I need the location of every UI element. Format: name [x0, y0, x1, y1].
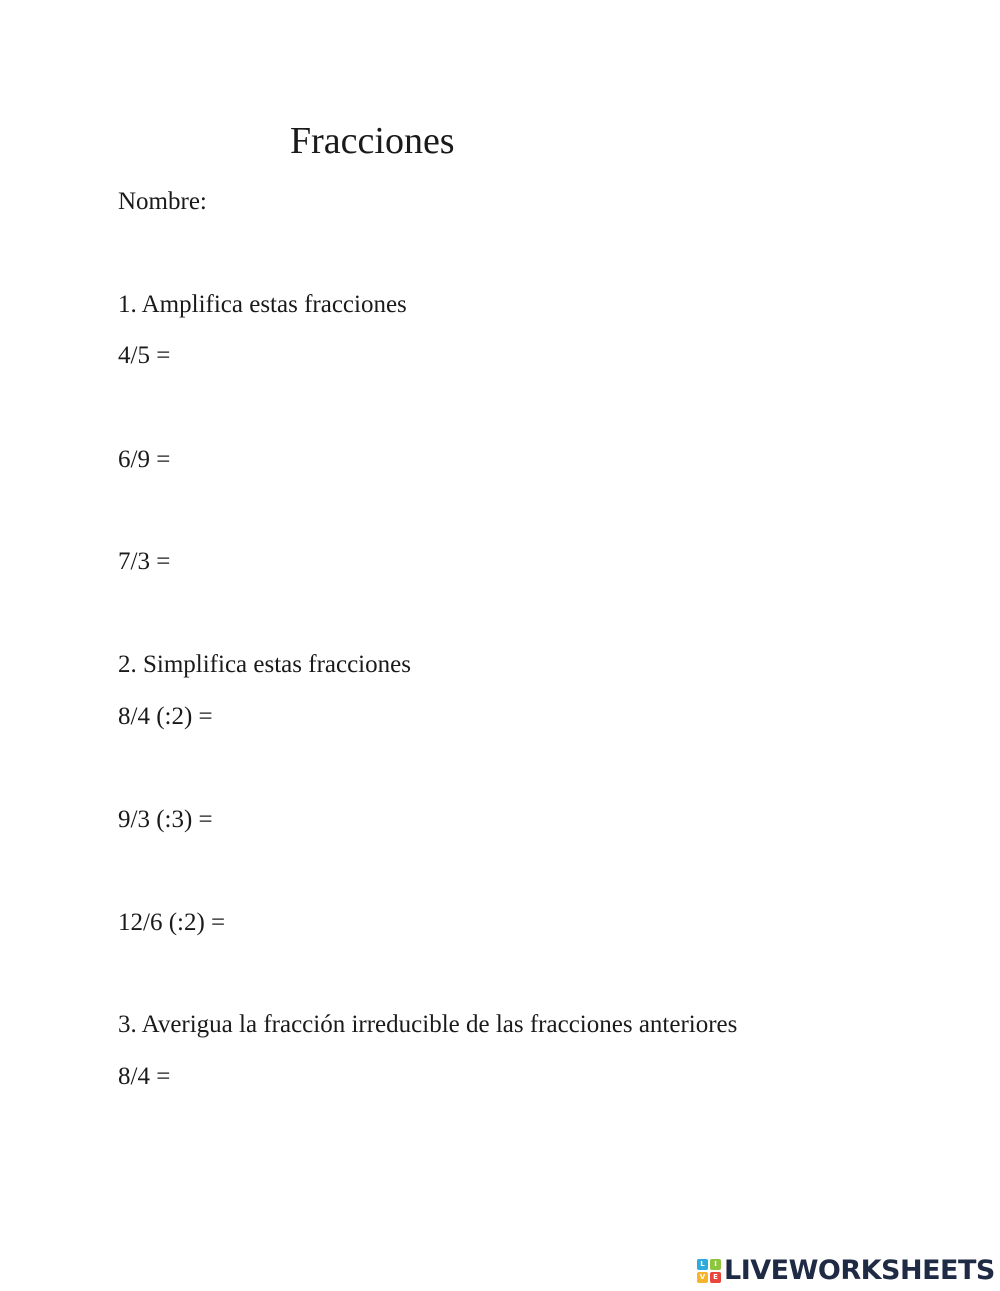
- logo-block-i: I: [710, 1259, 721, 1270]
- section-heading-2: 2. Simplifica estas fracciones: [118, 651, 411, 678]
- logo-block-e: E: [710, 1272, 721, 1283]
- logo-block-v: V: [697, 1272, 708, 1283]
- name-label: Nombre:: [118, 188, 207, 215]
- logo-text: LIVEWORKSHEETS: [724, 1255, 995, 1286]
- exercise-item-3-1: 8/4 =: [118, 1063, 171, 1090]
- exercise-item-1-2: 6/9 =: [118, 446, 171, 473]
- logo-block-l: L: [697, 1259, 708, 1270]
- section-heading-1: 1. Amplifica estas fracciones: [118, 291, 407, 318]
- logo-blocks-icon: [697, 1259, 721, 1283]
- exercise-item-2-2: 9/3 (:3) =: [118, 806, 213, 833]
- page-title: Fracciones: [290, 120, 455, 162]
- exercise-item-2-3: 12/6 (:2) =: [118, 909, 226, 936]
- liveworksheets-logo[interactable]: [697, 1256, 995, 1286]
- exercise-item-2-1: 8/4 (:2) =: [118, 703, 213, 730]
- exercise-item-1-3: 7/3 =: [118, 548, 171, 575]
- section-heading-3: 3. Averigua la fracción irreducible de las fracciones anteriores: [118, 1011, 738, 1038]
- exercise-item-1-1: 4/5 =: [118, 342, 171, 369]
